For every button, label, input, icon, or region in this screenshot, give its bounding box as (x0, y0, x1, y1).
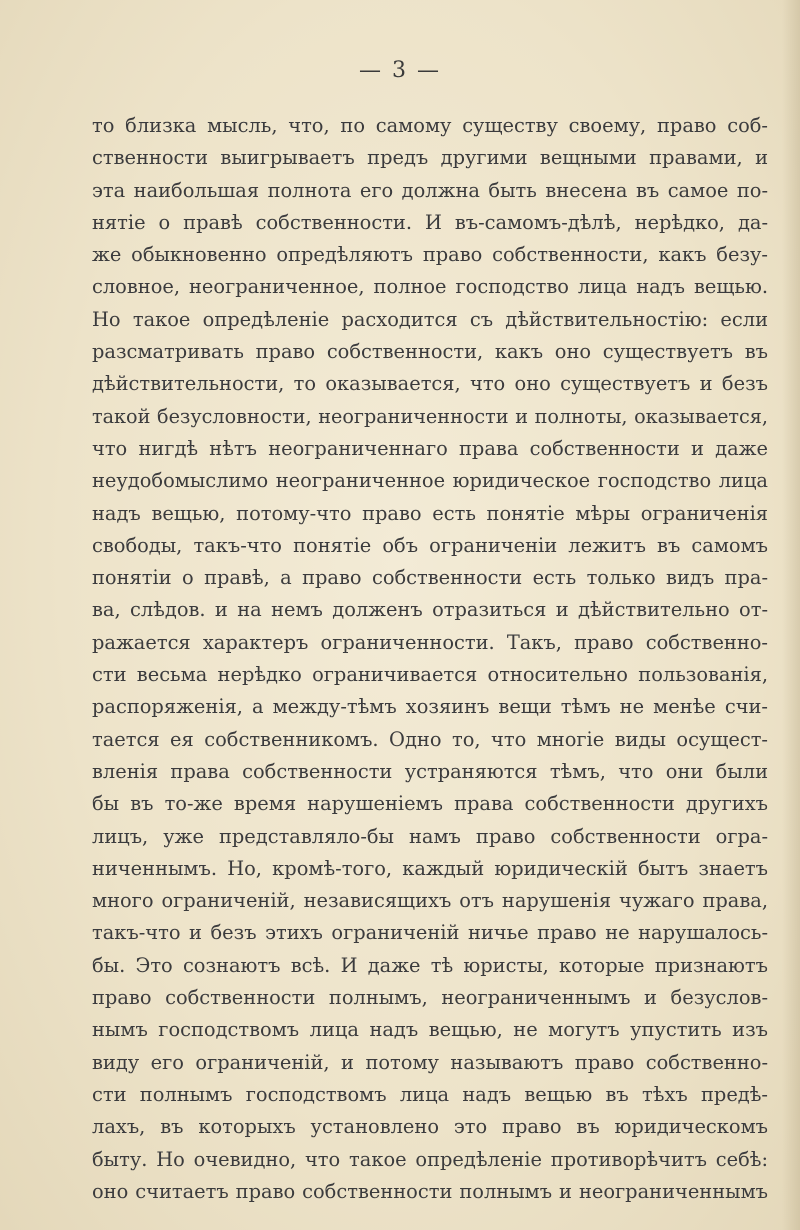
text-line: виду его ограниченій, и потому называютъ право собственно- (92, 1050, 768, 1074)
text-line: лахъ, въ которыхъ установлено это право въ юридическомъ (92, 1115, 768, 1139)
text-line: свободы, такъ-что понятіе объ ограниченіи лежитъ въ самомъ (92, 533, 768, 557)
text-line: лицъ, уже представляло-бы намъ право собственности огра- (92, 824, 768, 848)
text-line: вленія права собственности устраняются тѣмъ, что они были (92, 759, 768, 783)
text-line: разсматривать право собственности, какъ оно существуетъ въ (92, 340, 768, 364)
text-line: понятіи о правѣ, а право собственности есть только видъ пра- (92, 566, 768, 590)
text-line: то близка мысль, что, по самому существу своему, право соб- (92, 114, 768, 137)
text-line: сти весьма нерѣдко ограничивается относительно пользованія, (92, 663, 768, 687)
text-line: ниченнымъ. Но, кромѣ-того, каждый юридическій бытъ знаетъ (92, 856, 768, 880)
text-line: неудобомыслимо неограниченное юридическое господство лица (92, 469, 768, 493)
text-line: ственности выигрываетъ предъ другими вещными правами, и (92, 146, 768, 170)
text-line: нымъ господствомъ лица надъ вещью, не могутъ упустить изъ (92, 1018, 768, 1042)
text-line: много ограниченій, независящихъ отъ нарушенія чужаго права, (92, 889, 768, 913)
text-line: такой безусловности, неограниченности и полноты, оказывается, (92, 404, 768, 428)
page-number: — 3 — (359, 58, 441, 83)
page-edge-shadow (782, 0, 800, 1230)
text-line: эта наибольшая полнота его должна быть внесена въ самое по- (92, 178, 768, 202)
text-line: нятіе о правѣ собственности. И въ-самомъ-дѣлѣ, нерѣдко, да- (92, 210, 768, 234)
text-line: же обыкновенно опредѣляютъ право собственности, какъ безу- (92, 243, 768, 267)
text-line: тается ея собственникомъ. Одно то, что многіе виды осущест- (92, 727, 768, 751)
text-line: ва, слѣдов. и на немъ долженъ отразиться и дѣйствительно от- (92, 598, 768, 622)
text-line: дѣйствительности, то оказывается, что оно существуетъ и безъ (92, 372, 768, 396)
text-line: право собственности полнымъ, неограниченнымъ и безуслов- (92, 986, 768, 1010)
text-line: Но такое опредѣленіе расходится съ дѣйствительностію: если (92, 307, 768, 331)
text-line: сти полнымъ господствомъ лица надъ вещью въ тѣхъ предѣ- (92, 1082, 768, 1106)
text-line: словное, неограниченное, полное господство лица надъ вещью. (92, 275, 768, 299)
text-line: бы. Это сознаютъ всѣ. И даже тѣ юристы, которые признаютъ (92, 953, 768, 977)
text-line: оно считаетъ право собственности полнымъ и неограниченнымъ (92, 1179, 768, 1203)
text-line: что нигдѣ нѣтъ неограниченнаго права собственности и даже (92, 436, 768, 460)
text-line: ражается характеръ ограниченности. Такъ, право собственно- (92, 630, 768, 654)
text-line: распоряженія, а между-тѣмъ хозяинъ вещи тѣмъ не менѣе счи- (92, 695, 768, 719)
text-line: такъ-что и безъ этихъ ограниченій ничье право не нарушалось- (92, 921, 768, 945)
body-text (92, 110, 768, 1208)
text-line: надъ вещью, потому-что право есть понятіе мѣры ограниченія (92, 501, 768, 525)
text-line: быту. Но очевидно, что такое опредѣленіе противорѣчитъ себѣ: (92, 1147, 768, 1171)
text-line: бы въ то-же время нарушеніемъ права собственности другихъ (92, 792, 768, 816)
